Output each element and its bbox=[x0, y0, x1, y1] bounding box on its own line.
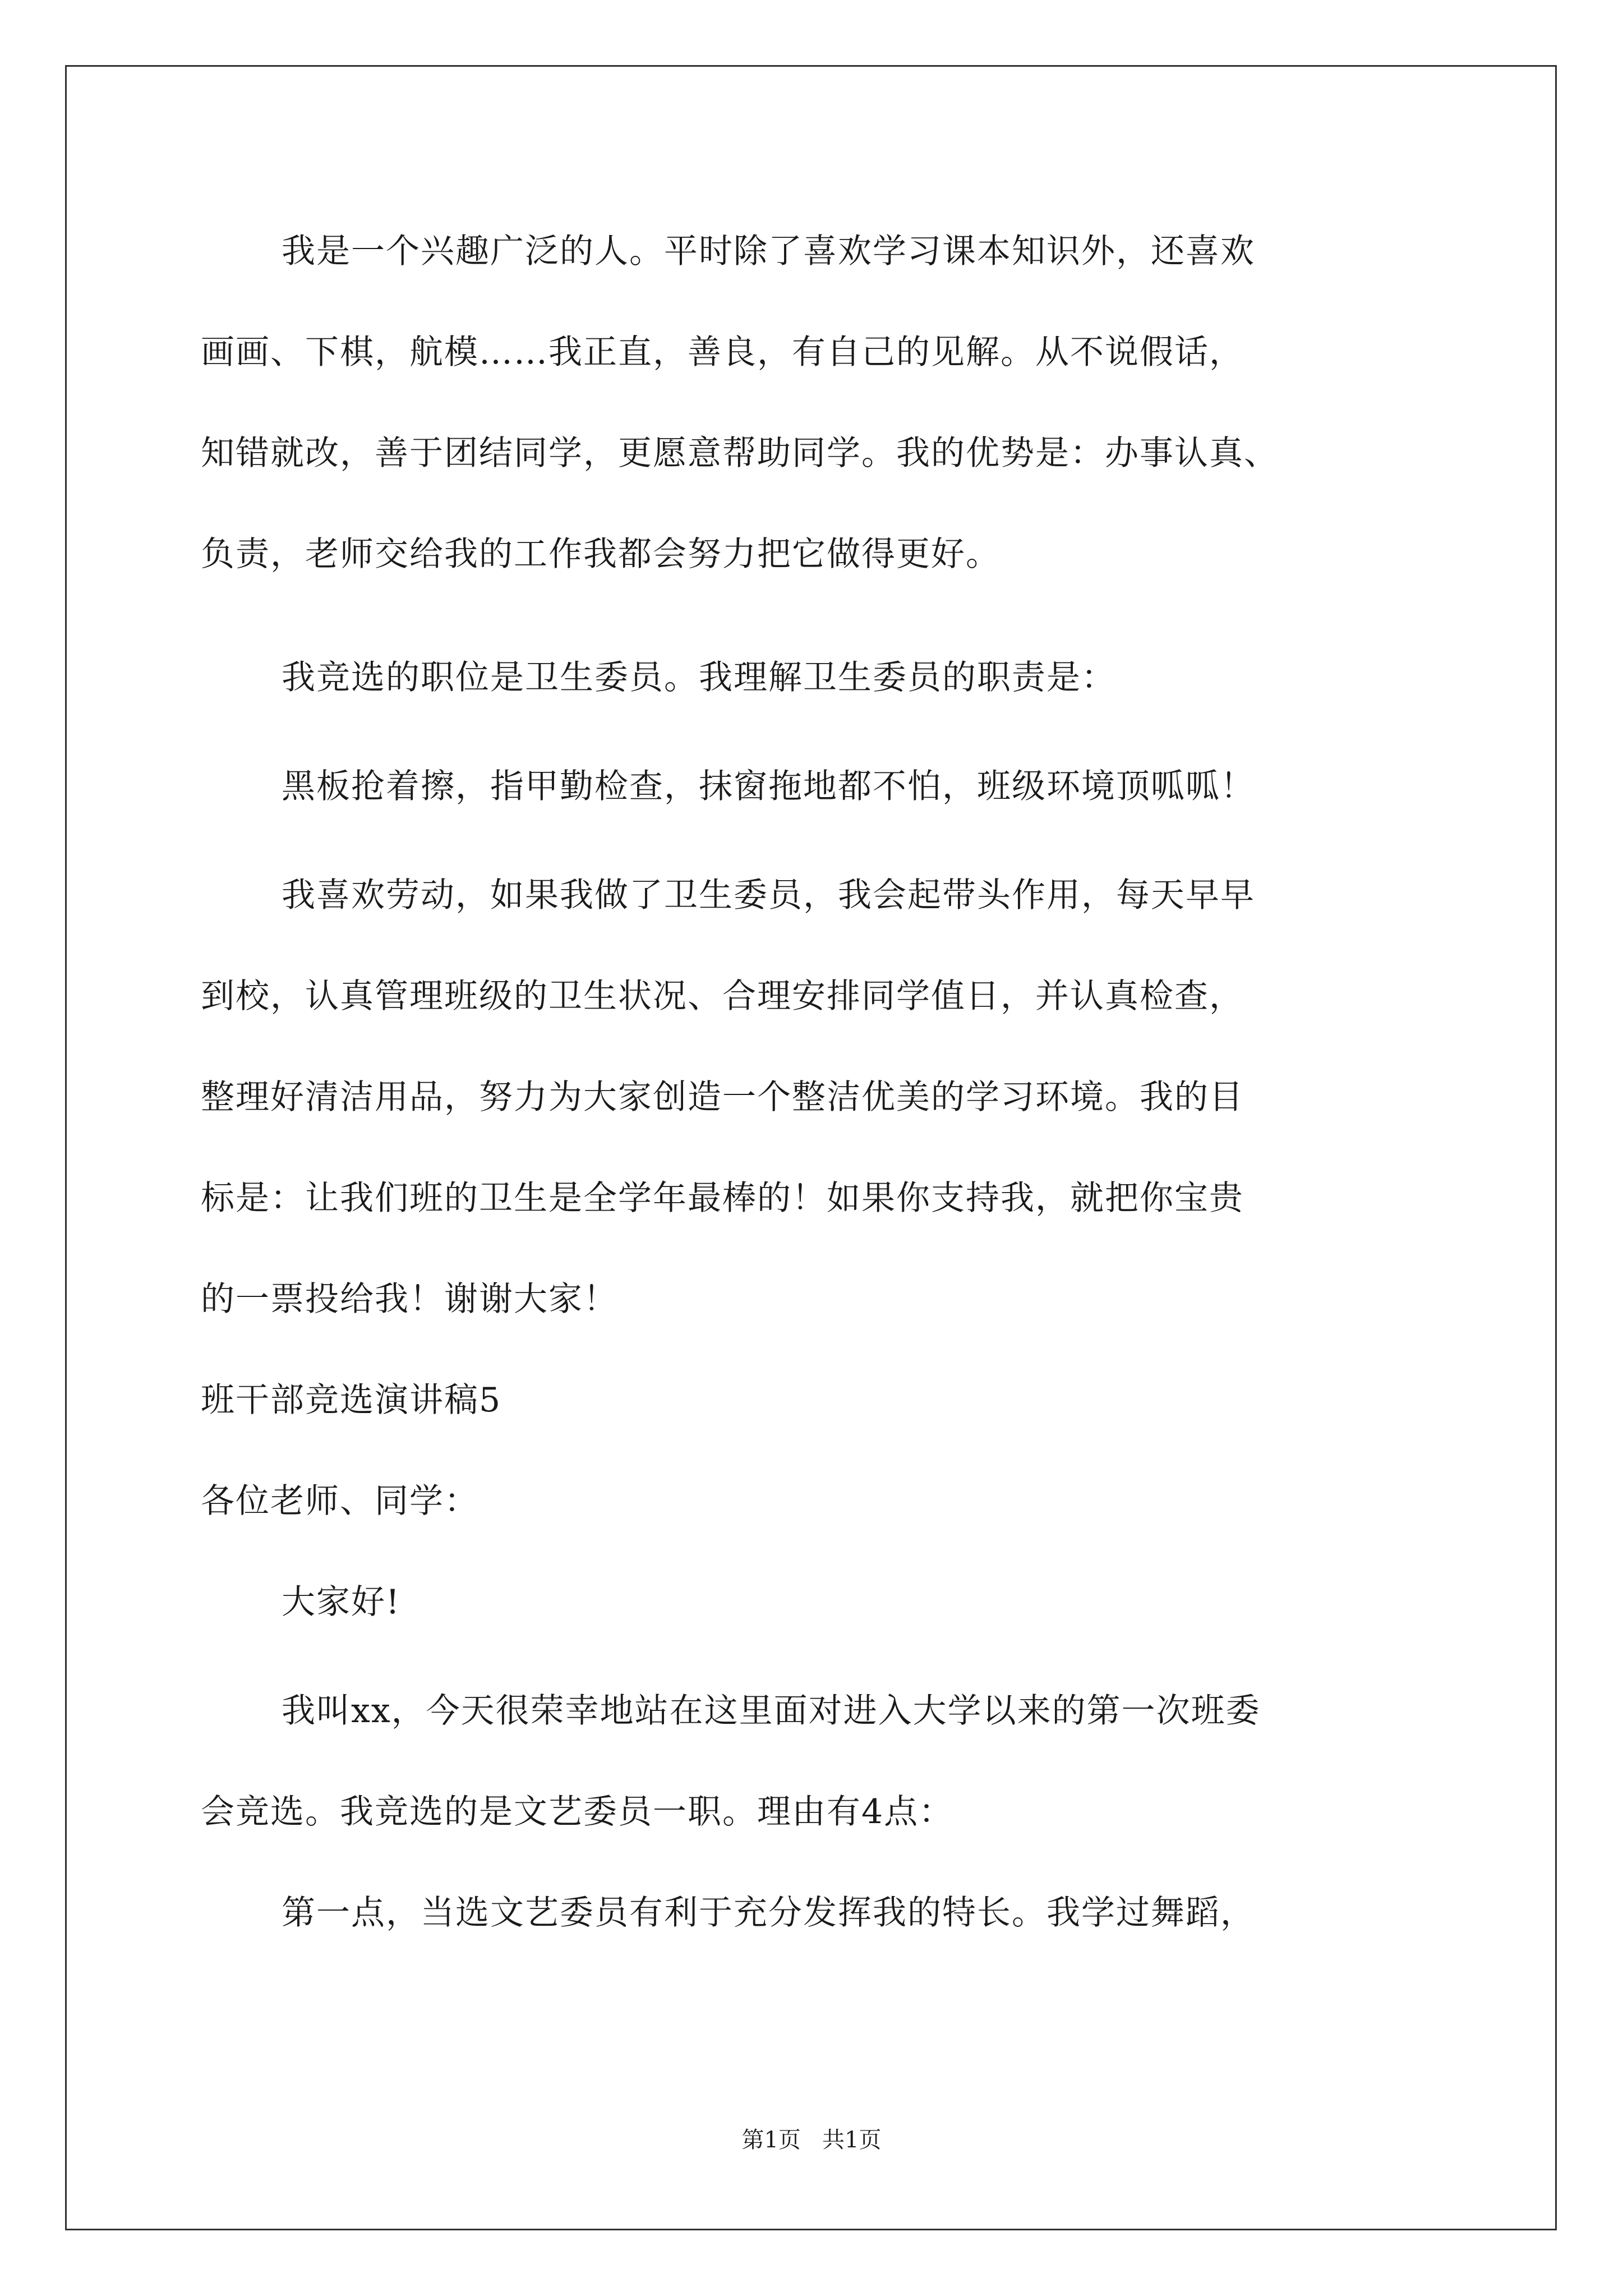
paragraph-line: 画画、下棋，航模……我正直，善良，有自己的见解。从不说假话， bbox=[201, 333, 1244, 372]
paragraph-line: 我竞选的职位是卫生委员。我理解卫生委员的职责是： bbox=[282, 658, 1116, 697]
page-footer: 第1页 共1页 bbox=[741, 2127, 882, 2153]
paragraph-line: 第一点，当选文艺委员有利于充分发挥我的特长。我学过舞蹈， bbox=[282, 1893, 1255, 1932]
paragraph-line: 整理好清洁用品，努力为大家创造一个整洁优美的学习环境。我的目 bbox=[201, 1078, 1244, 1117]
paragraph-line: 知错就改，善于团结同学，更愿意帮助同学。我的优势是：办事认真、 bbox=[201, 434, 1279, 473]
greeting: 大家好! bbox=[282, 1582, 401, 1622]
paragraph-line: 我叫xx，今天很荣幸地站在这里面对进入大学以来的第一次班委 bbox=[282, 1691, 1261, 1731]
paragraph-line: 标是：让我们班的卫生是全学年最棒的！如果你支持我，就把你宝贵 bbox=[201, 1179, 1244, 1218]
paragraph-line: 到校，认真管理班级的卫生状况、合理安排同学值日，并认真检查， bbox=[201, 977, 1244, 1016]
paragraph-line: 黑板抢着擦，指甲勤检查，抹窗拖地都不怕，班级环境顶呱呱！ bbox=[282, 767, 1255, 806]
paragraph-line: 我喜欢劳动，如果我做了卫生委员，我会起带头作用，每天早早 bbox=[282, 876, 1255, 915]
paragraph-line: 我是一个兴趣广泛的人。平时除了喜欢学习课本知识外，还喜欢 bbox=[282, 232, 1255, 271]
salutation: 各位老师、同学： bbox=[201, 1481, 479, 1521]
paragraph-line: 负责，老师交给我的工作我都会努力把它做得更好。 bbox=[201, 535, 1000, 574]
paragraph-line: 的一票投给我！谢谢大家！ bbox=[201, 1280, 618, 1319]
paragraph-line: 会竞选。我竞选的是文艺委员一职。理由有4点： bbox=[201, 1792, 954, 1832]
section-heading: 班干部竞选演讲稿5 bbox=[201, 1381, 502, 1420]
